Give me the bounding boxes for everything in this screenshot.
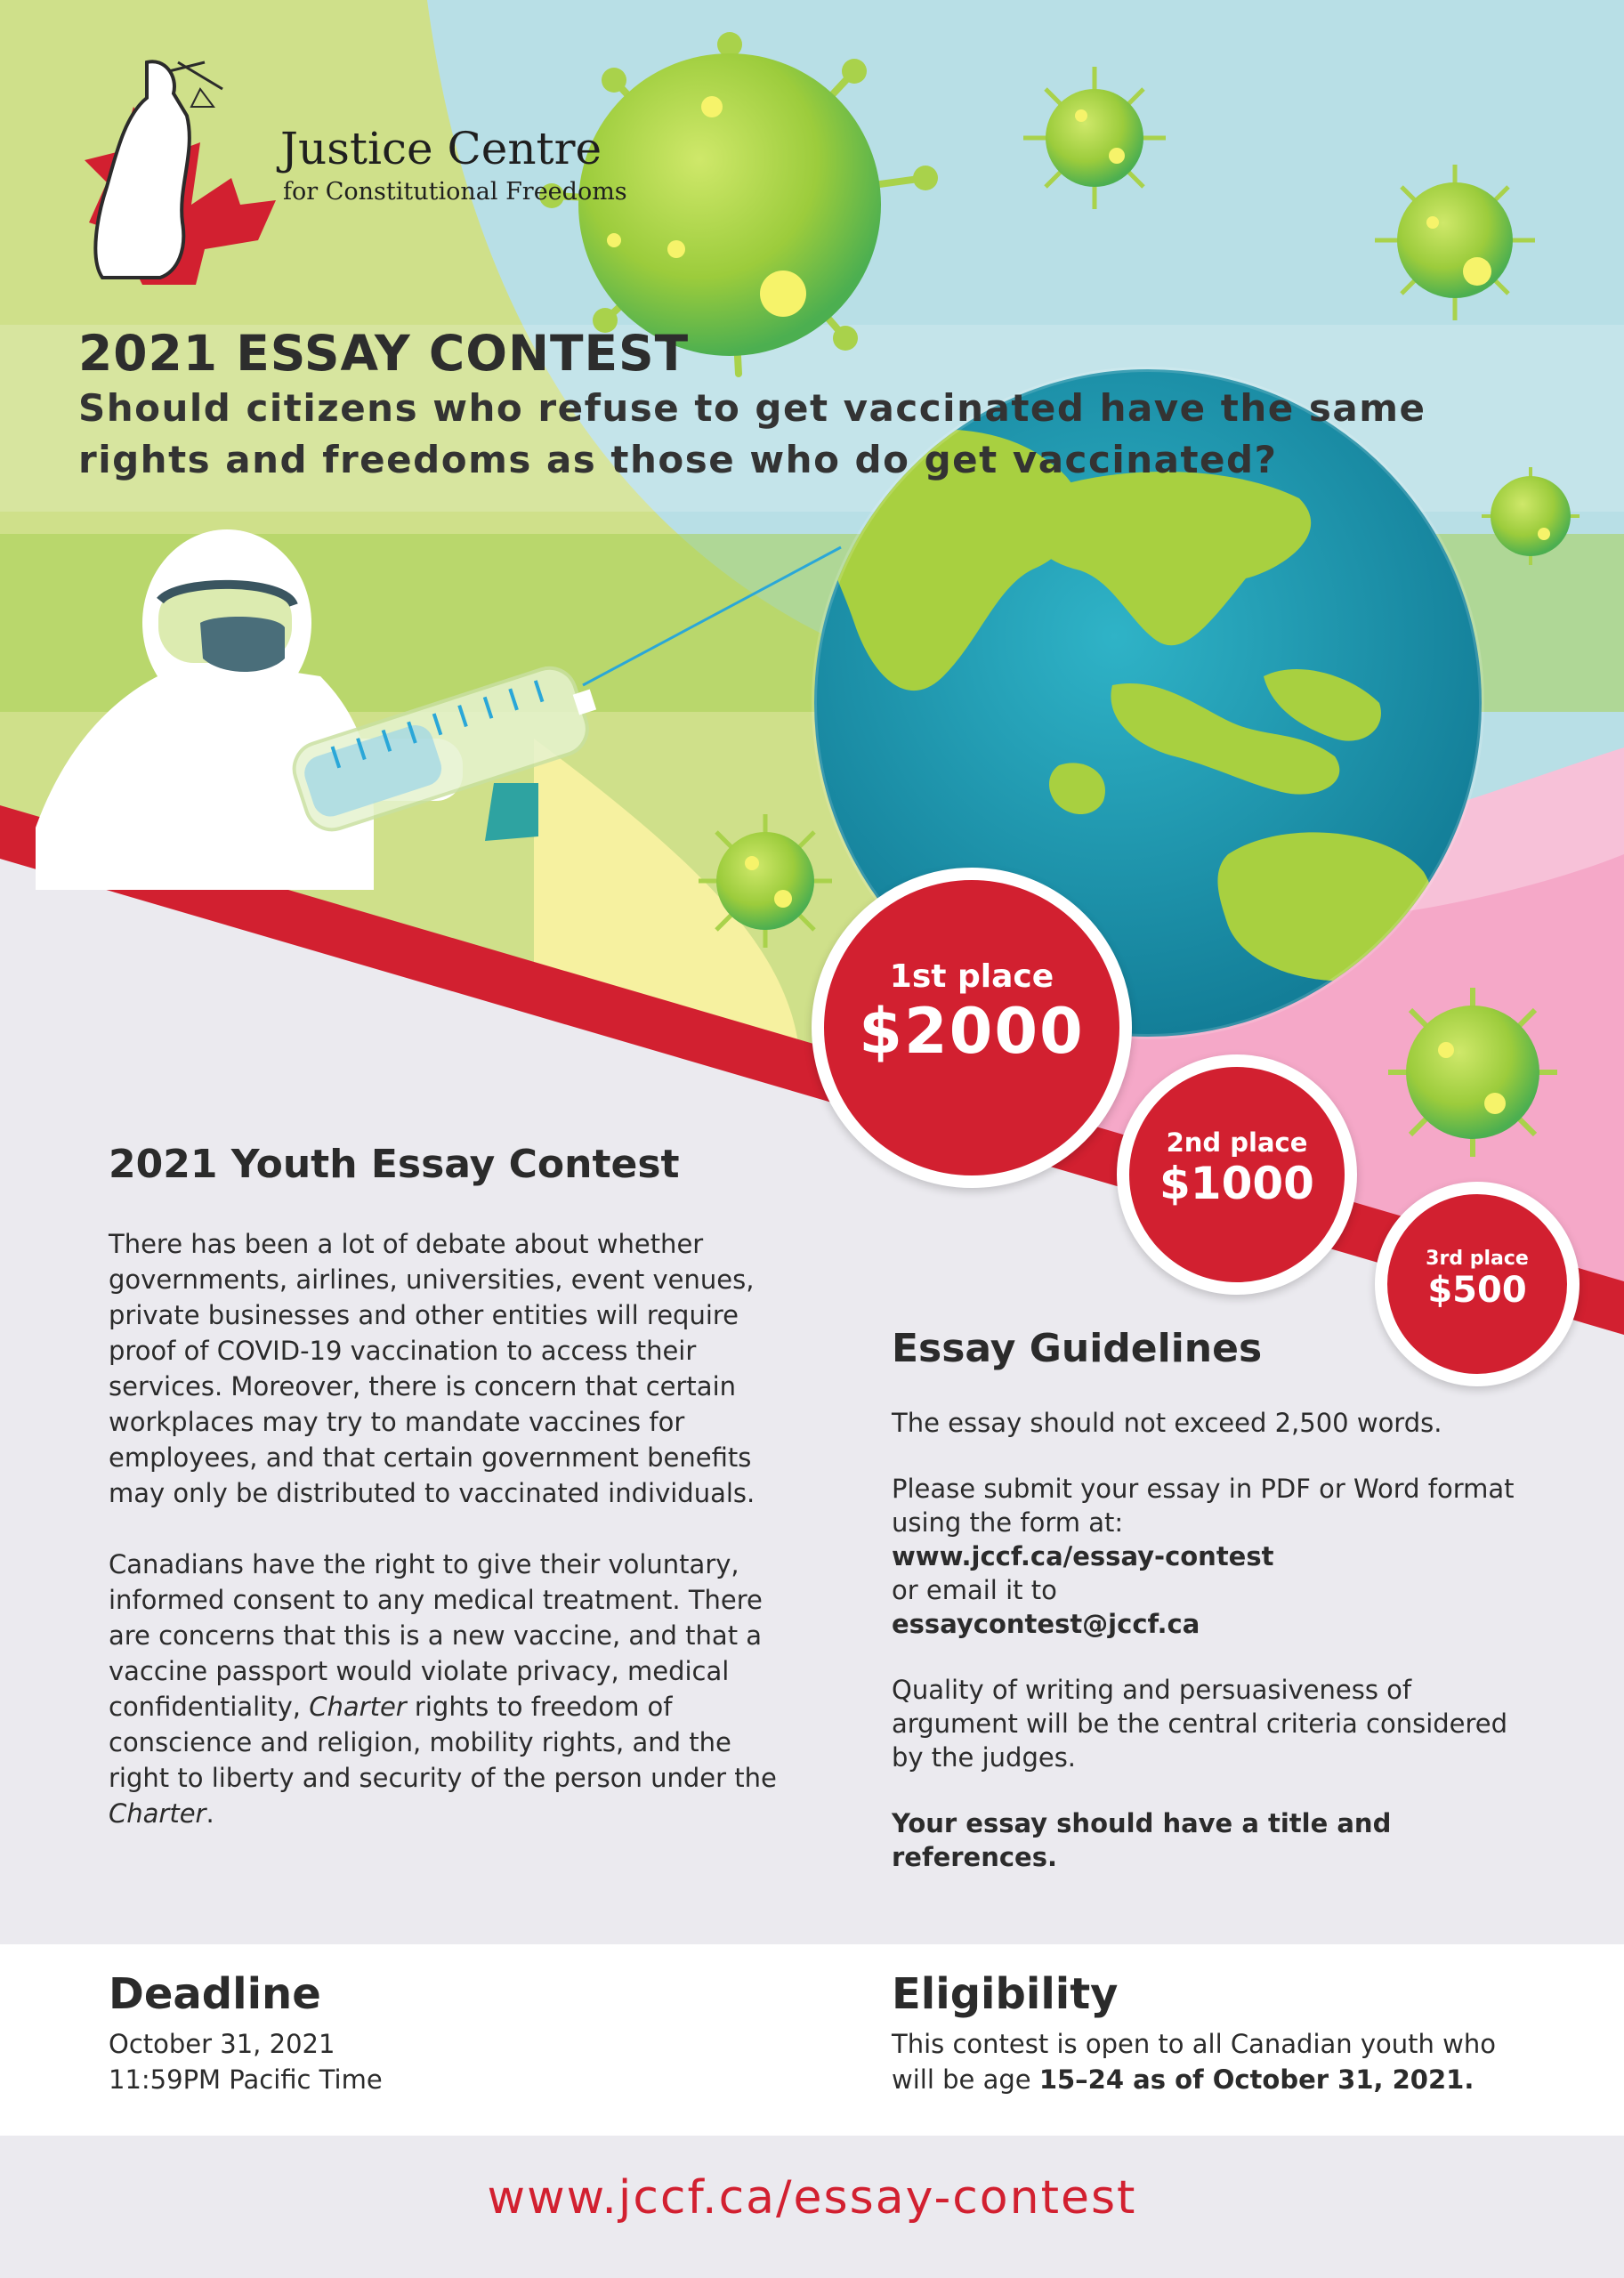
guideline-url-link[interactable]: www.jccf.ca/essay-contest [892, 1541, 1274, 1571]
guidelines-title: Essay Guidelines [892, 1326, 1263, 1371]
youth-contest-title: 2021 Youth Essay Contest [109, 1142, 680, 1187]
youth-contest-body [109, 1226, 794, 1831]
question-line-2: rights and freedoms as those who do get vaccinated? [78, 438, 1278, 481]
youth-paragraph-1: There has been a lot of debate about whether governments, airlines, universities, event venues, private businesses and other entities will require proof of COVID-19 vaccination to access their services. Moreover, there is concern that certain workplaces may try to mandate vaccines for employees, and that certain government benefits may only be distributed to vaccinated individuals. [109, 1229, 755, 1508]
guideline-submission: Please submit your essay in PDF or Word format using the form at: www.jccf.ca/essay-contest or email it to essaycontest@jccf.ca [892, 1474, 1515, 1639]
prize-third [1375, 1182, 1580, 1386]
guideline-title-references: Your essay should have a title and references. [892, 1808, 1392, 1872]
deadline-date: October 31, 2021 [109, 2029, 335, 2059]
virus-small-5 [1388, 988, 1557, 1157]
contest-question [78, 383, 1591, 486]
prize-second-place: 2nd place [1166, 1127, 1308, 1158]
youth-paragraph-2: Canadians have the right to give their voluntary, informed consent to any medical treatment. There are concerns that this is a new vaccine, and that a vaccine passport would violate privacy, medical confidentiality, Charter rights to freedom of conscience and religion, mobility rights, and the right to liberty and security of the person under the Charter. [109, 1549, 777, 1829]
guidelines-body [892, 1406, 1532, 1874]
virus-small-4 [699, 814, 832, 948]
logo-title: Justice Centre [280, 123, 602, 174]
prize-second [1117, 1054, 1357, 1295]
prize-third-place: 3rd place [1426, 1248, 1529, 1270]
prize-first [812, 868, 1132, 1188]
guideline-word-limit: The essay should not exceed 2,500 words. [892, 1408, 1442, 1438]
prize-first-place: 1st place [889, 958, 1054, 995]
contest-headline: 2021 ESSAY CONTEST [78, 325, 690, 382]
eligibility-title: Eligibility [892, 1969, 1119, 2019]
question-line-1: Should citizens who refuse to get vaccinated have the same [78, 386, 1426, 430]
prize-second-amount: $1000 [1159, 1158, 1314, 1209]
prize-first-amount: $2000 [859, 995, 1085, 1068]
logo-subtitle: for Constitutional Freedoms [283, 178, 627, 206]
eligibility-body: This contest is open to all Canadian youth who will be age 15–24 as of October 31, 2021. [892, 2029, 1496, 2095]
deadline-time: 11:59PM Pacific Time [109, 2064, 383, 2095]
prize-third-amount: $500 [1427, 1270, 1527, 1311]
guideline-criteria: Quality of writing and persuasiveness of argument will be the central criteria considered by the judges. [892, 1675, 1508, 1773]
footer-url-link[interactable]: www.jccf.ca/essay-contest [487, 2171, 1137, 2225]
deadline-title: Deadline [109, 1969, 321, 2019]
guideline-email-link[interactable]: essaycontest@jccf.ca [892, 1609, 1200, 1639]
deadline-body [109, 2026, 731, 2097]
